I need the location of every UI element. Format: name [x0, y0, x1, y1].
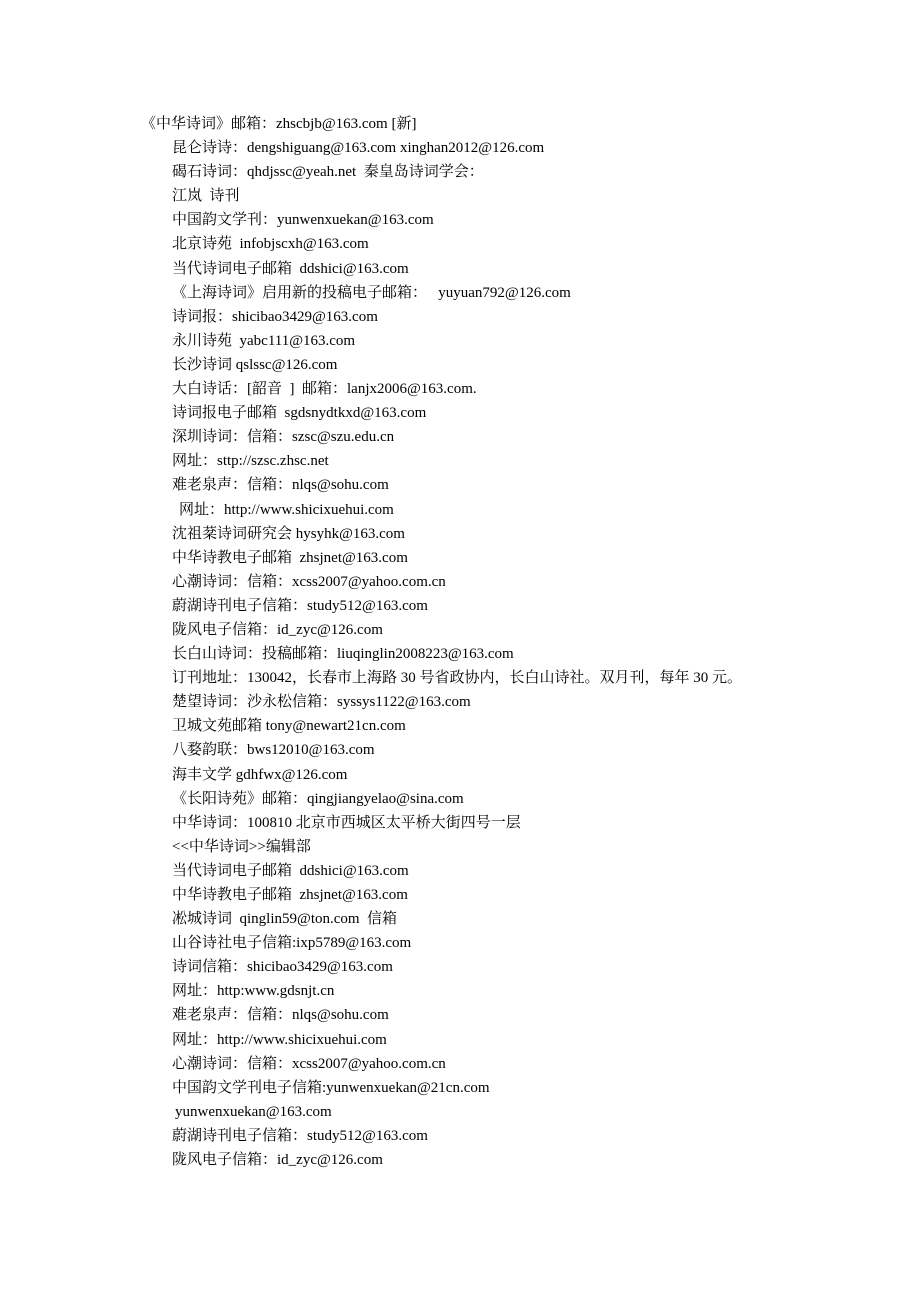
document-line: 陇风电子信箱：id_zyc@126.com	[172, 1152, 383, 1169]
document-line: 诗词报：shicibao3429@163.com	[172, 308, 378, 325]
document-line: 凇城诗词 qinglin59@ton.com 信箱	[172, 911, 398, 928]
document-line: 蔚湖诗刊电子信箱：study512@163.com	[172, 1127, 428, 1144]
document-line: 中华诗教电子邮箱 zhsjnet@163.com	[172, 887, 408, 903]
document-line: 沈祖棻诗词研究会 hysyhk@163.com	[172, 525, 405, 542]
document-line: 长沙诗词 qslssc@126.com	[172, 356, 338, 373]
document-line: 江岚 诗刊	[172, 188, 240, 205]
document-line: 山谷诗社电子信箱:ixp5789@163.com	[172, 935, 412, 952]
document-line: 心潮诗词：信箱：xcss2007@yahoo.com.cn	[172, 573, 446, 590]
document-line: 难老泉声：信箱：nlqs@sohu.com	[172, 477, 389, 494]
document-line: 《上海诗词》启用新的投稿电子邮箱： yuyuan792@126.com	[172, 284, 571, 301]
document-line: 难老泉声：信箱：nlqs@sohu.com	[172, 1007, 389, 1024]
document-line: 海丰文学 gdhfwx@126.com	[172, 766, 348, 783]
document-line: 长白山诗词：投稿邮箱：liuqinglin2008223@163.com	[172, 646, 514, 663]
document-line: 中华诗词：100810 北京市西城区太平桥大街四号一层	[172, 814, 521, 831]
document-line: 网址：http://www.shicixuehui.com	[172, 1031, 387, 1048]
document-line: 诗词报电子邮箱 sgdsnydtkxd@163.com	[172, 405, 427, 422]
document-line: 北京诗苑 infobjscxh@163.com	[172, 236, 369, 253]
document-body	[0, 112, 920, 1172]
document-line: 卫城文苑邮箱 tony@newart21cn.com	[172, 718, 406, 735]
document-line: 深圳诗词：信箱：szsc@szu.edu.cn	[172, 429, 395, 446]
document-line: 《中华诗词》邮箱：zhscbjb@163.com [新]	[141, 116, 417, 132]
document-line: 订刊地址：130042，长春市上海路 30 号省政协内，长白山诗社。双月刊，每年 30 元。	[172, 670, 743, 687]
document-line: 中国韵文学刊：yunwenxuekan@163.com	[172, 212, 434, 229]
document-line: 网址：sttp://szsc.zhsc.net	[172, 453, 329, 470]
document-line: 网址：http:www.gdsnjt.cn	[172, 983, 335, 1000]
document-line: 中华诗教电子邮箱 zhsjnet@163.com	[172, 549, 408, 566]
document-line: 当代诗词电子邮箱 ddshici@163.com	[172, 260, 409, 277]
document-line: 网址：http://www.shicixuehui.com	[179, 501, 394, 518]
document-line: 中国韵文学刊电子信箱:yunwenxuekan@21cn.com	[172, 1079, 490, 1096]
document-line: 诗词信箱：shicibao3429@163.com	[172, 959, 393, 976]
document-line: 楚望诗词：沙永松信箱：syssys1122@163.com	[172, 694, 471, 711]
document-line: yunwenxuekan@163.com	[175, 1103, 332, 1120]
document-line: <<中华诗词>>编辑部	[172, 838, 311, 855]
document-line: 当代诗词电子邮箱 ddshici@163.com	[172, 862, 409, 879]
document-line: 昆仑诗诗：dengshiguang@163.com xinghan2012@126.com	[172, 140, 545, 157]
document-line: 八婺韵联：bws12010@163.com	[172, 742, 375, 759]
document-line: 《长阳诗苑》邮箱：qingjiangyelao@sina.com	[172, 790, 464, 807]
document-line: 碣石诗词：qhdjssc@yeah.net 秦皇岛诗词学会：	[172, 164, 484, 181]
document-line: 心潮诗词：信箱：xcss2007@yahoo.com.cn	[172, 1055, 446, 1072]
document-line: 陇风电子信箱：id_zyc@126.com	[172, 621, 383, 638]
document-line: 大白诗话：[韶音 ] 邮箱：lanjx2006@163.com.	[172, 381, 477, 398]
document-line: 蔚湖诗刊电子信箱：study512@163.com	[172, 597, 428, 614]
document-line: 永川诗苑 yabc111@163.com	[172, 332, 356, 349]
